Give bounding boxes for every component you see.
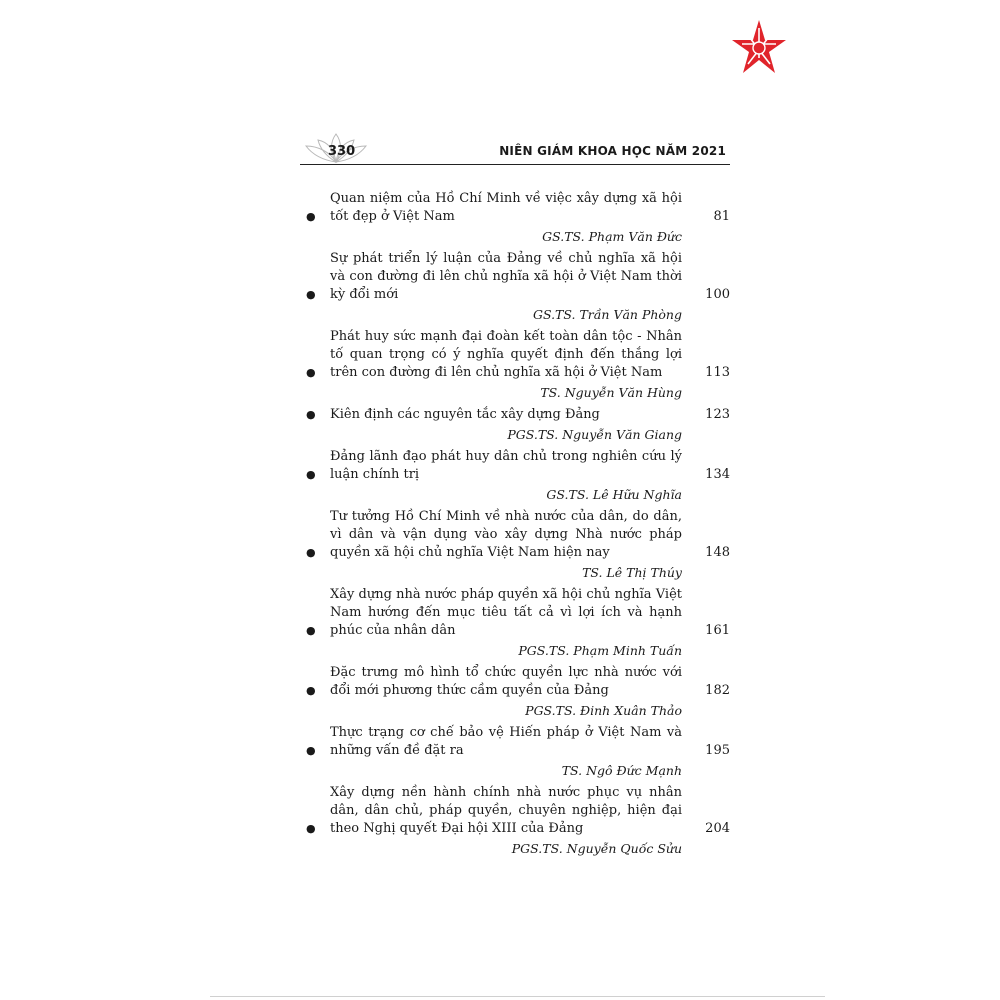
page-bottom-edge <box>210 996 825 997</box>
toc-entry-title: Đảng lãnh đạo phát huy dân chủ trong nghiên cứu lý luận chính trị <box>330 449 682 482</box>
toc-entry-author: TS. Nguyễn Văn Hùng <box>540 385 682 400</box>
toc-entry-title: Thực trạng cơ chế bảo vệ Hiến pháp ở Việt Nam và những vấn đề đặt ra <box>330 725 682 758</box>
toc-entry-page: 148 <box>705 545 730 560</box>
toc-entry <box>306 190 730 246</box>
bullet-icon: ● <box>306 366 316 379</box>
toc-entry <box>306 724 730 780</box>
running-header <box>300 128 730 168</box>
bullet-icon: ● <box>306 468 316 481</box>
toc-entry <box>306 508 730 582</box>
bullet-icon: ● <box>306 546 316 559</box>
toc-entry-title: Sự phát triển lý luận của Đảng về chủ nghĩa xã hội và con đường đi lên chủ nghĩa xã hội ở Việt Nam thời kỳ đổi mới <box>330 251 682 302</box>
header-rule <box>300 164 730 165</box>
toc-entry <box>306 250 730 324</box>
bullet-icon: ● <box>306 288 316 301</box>
toc-entry-title: Kiên định các nguyên tắc xây dựng Đảng <box>330 407 600 422</box>
toc-entry-row <box>306 250 730 304</box>
toc-entry-author: PGS.TS. Đinh Xuân Thảo <box>525 703 682 718</box>
toc-entry-author: GS.TS. Lê Hữu Nghĩa <box>546 487 682 502</box>
toc-entry-page: 134 <box>705 467 730 482</box>
red-star-emblem-icon <box>728 18 790 80</box>
toc-entry-title: Quan niệm của Hồ Chí Minh về việc xây dựng xã hội tốt đẹp ở Việt Nam <box>330 191 682 224</box>
bullet-icon: ● <box>306 744 316 757</box>
toc-entry-title: Tư tưởng Hồ Chí Minh về nhà nước của dân, do dân, vì dân và vận dụng vào xây dựng Nhà nước pháp quyền xã hội chủ nghĩa Việt Nam hiện nay <box>330 509 682 560</box>
table-of-contents <box>306 190 730 858</box>
toc-entry-title: Phát huy sức mạnh đại đoàn kết toàn dân tộc - Nhân tố quan trọng có ý nghĩa quyết định đến thắng lợi trên con đường đi lên chủ nghĩa xã hội ở Việt Nam <box>330 329 682 380</box>
toc-entry-page: 195 <box>705 743 730 758</box>
bullet-icon: ● <box>306 624 316 637</box>
toc-entry-row <box>306 784 730 838</box>
header-page-number: 330 <box>328 144 356 159</box>
toc-entry-row <box>306 328 730 382</box>
toc-entry-author: TS. Ngô Đức Mạnh <box>561 763 682 778</box>
bullet-icon: ● <box>306 684 316 697</box>
toc-entry <box>306 664 730 720</box>
running-title: NIÊN GIÁM KHOA HỌC NĂM 2021 <box>499 144 726 158</box>
toc-entry-page: 113 <box>705 365 730 380</box>
bullet-icon: ● <box>306 210 316 223</box>
toc-entry-author: PGS.TS. Nguyễn Quốc Sửu <box>511 841 682 856</box>
toc-entry-row <box>306 406 730 424</box>
toc-entry <box>306 586 730 660</box>
toc-entry-page: 161 <box>705 623 730 638</box>
toc-entry-row <box>306 190 730 226</box>
toc-entry-row <box>306 448 730 484</box>
toc-entry-title: Xây dựng nền hành chính nhà nước phục vụ nhân dân, dân chủ, pháp quyền, chuyên nghiệp, hiện đại theo Nghị quyết Đại hội XIII của Đảng <box>330 785 682 836</box>
toc-entry-row <box>306 724 730 760</box>
toc-entry-author: GS.TS. Trần Văn Phòng <box>532 307 682 322</box>
toc-entry-title: Đặc trưng mô hình tổ chức quyền lực nhà nước với đổi mới phương thức cầm quyền của Đảng <box>330 665 682 698</box>
bullet-icon: ● <box>306 822 316 835</box>
bullet-icon: ● <box>306 408 316 421</box>
toc-entry-page: 123 <box>705 407 730 422</box>
toc-entry <box>306 448 730 504</box>
toc-entry-row <box>306 586 730 640</box>
toc-entry-page: 100 <box>705 287 730 302</box>
toc-entry-page: 182 <box>705 683 730 698</box>
toc-entry-title: Xây dựng nhà nước pháp quyền xã hội chủ nghĩa Việt Nam hướng đến mục tiêu tất cả vì lợi ích và hạnh phúc của nhân dân <box>330 587 682 638</box>
toc-entry-author: TS. Lê Thị Thúy <box>582 565 682 580</box>
toc-entry-author: PGS.TS. Phạm Minh Tuấn <box>518 643 682 658</box>
toc-entry-page: 81 <box>713 209 730 224</box>
toc-entry <box>306 784 730 858</box>
toc-entry-author: PGS.TS. Nguyễn Văn Giang <box>507 427 682 442</box>
toc-entry <box>306 406 730 444</box>
toc-entry-row <box>306 664 730 700</box>
toc-entry-page: 204 <box>705 821 730 836</box>
toc-entry-row <box>306 508 730 562</box>
toc-entry-author: GS.TS. Phạm Văn Đức <box>542 229 682 244</box>
toc-entry <box>306 328 730 402</box>
